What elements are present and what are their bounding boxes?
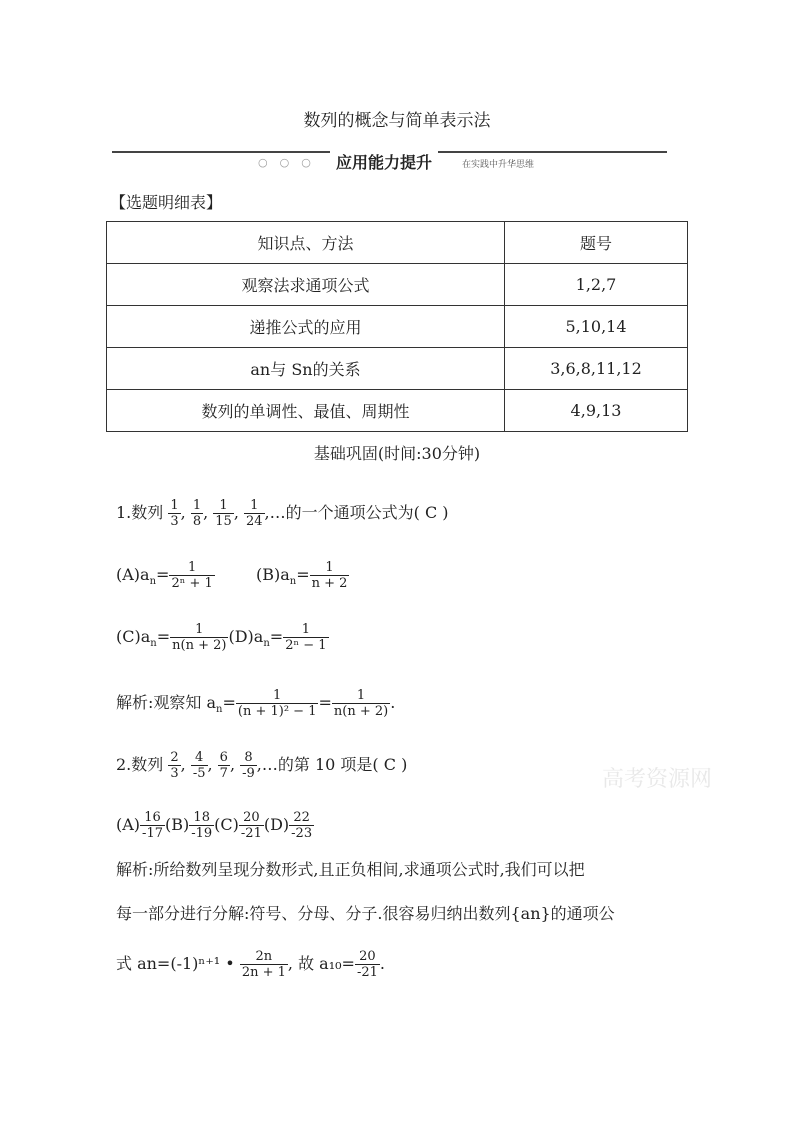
fraction: $\frac{1}{\text{2ⁿ + 1}}$ [171, 560, 213, 591]
table-row [107, 264, 688, 306]
banner-subheading: 在实践中升华思维 [462, 160, 535, 170]
banner-circles: ○○○ [258, 156, 323, 169]
q1-option-a: $(A)a_n=$ $\frac{1}{\text{2ⁿ + 1}}$ [116, 560, 213, 591]
page-title: 数列的概念与简单表示法 [303, 111, 491, 131]
question-1-suffix: ,…的一个通项公式为( C ) [264, 503, 449, 522]
fraction: $\frac{18}{-19}$ [191, 810, 213, 841]
fraction: $\frac{20}{-21}$ [240, 810, 262, 841]
fraction: $\frac{8}{-9}$ [242, 750, 255, 781]
option-label: (D) [228, 627, 254, 646]
selection-table [106, 221, 688, 432]
table-header: 题号 [505, 222, 688, 264]
table-cell: 1,2,7 [505, 264, 688, 306]
question-1: 1.数列 $\frac{1}{3}$ , $\frac{1}{8}$ , $\frac{1}{15}$ , $\frac{1}{24}$ ,…的一个通项公式为( C ) [116, 498, 449, 529]
fraction: $\frac{4}{-5}$ [192, 750, 206, 781]
table-cell: 4,9,13 [505, 390, 688, 432]
fraction: $\frac{16}{-17}$ [142, 810, 163, 841]
table-cell: 3,6,8,11,12 [505, 348, 688, 390]
q1-option-c: $(C)a_n=$ $\frac{1}{n(n + 2)}$ $(D)a_n=$ $\frac{1}{\text{2ⁿ − 1}}$ [116, 622, 327, 653]
fraction: $\frac{1}{n + 2}$ [311, 560, 348, 591]
question-1-prefix: 1.数列 [116, 503, 164, 522]
fraction: $\frac{1}{8}$ [192, 498, 202, 529]
table-header-row [107, 222, 688, 264]
option-label: (C) [116, 627, 141, 646]
fraction: $\frac{2}{3}$ [170, 750, 179, 781]
fraction: $\frac{1}{24}$ [246, 498, 263, 529]
fraction: $\frac{22}{-23}$ [291, 810, 313, 841]
watermark: 高考资源网 [602, 767, 713, 792]
fraction: $\frac{1}{\text{(n + 1)² − 1}}$ [237, 688, 317, 719]
q2-analysis [116, 848, 686, 986]
question-2: 2.数列 $\frac{2}{3}$ , $\frac{4}{-5}$ , $\frac{6}{7}$ , $\frac{8}{-9}$ ,…的第 10 项是( C ) [116, 750, 408, 781]
option-label: (C) [214, 815, 239, 834]
table-caption: 【选题明细表】 [110, 193, 223, 212]
fraction: $\frac{1}{\text{2ⁿ − 1}}$ [285, 622, 327, 653]
banner-heading: 应用能力提升 [330, 150, 438, 173]
table-cell: 观察法求通项公式 [107, 264, 505, 306]
q1-option-b: $(B)a_n=$ $\frac{1}{n + 2}$ [256, 560, 348, 591]
question-2-prefix: 2.数列 [116, 755, 164, 774]
fraction: $\frac{1}{3}$ [170, 498, 179, 529]
q2-options [116, 810, 314, 841]
table-cell: an与 Sn的关系 [107, 348, 505, 390]
option-label: (D) [263, 815, 290, 834]
formula-part: , 故 a₁₀= [287, 954, 355, 973]
fraction: $\frac{20}{-21}$ [356, 949, 378, 980]
analysis-label: 解析:观察知 [116, 693, 207, 712]
analysis-line: 每一部分进行分解:符号、分母、分子.很容易归纳出数列{an}的通项公 [116, 904, 615, 923]
fraction: $\frac{1}{n(n + 2)}$ [172, 622, 227, 653]
table-cell: 5,10,14 [505, 306, 688, 348]
table-header: 知识点、方法 [107, 222, 505, 264]
fraction: $\frac{6}{7}$ [219, 750, 228, 781]
fraction: $\frac{2n}{2n + 1}$ [241, 949, 286, 980]
table-cell: 递推公式的应用 [107, 306, 505, 348]
option-label: (A) [116, 815, 141, 834]
question-2-suffix: ,…的第 10 项是( C ) [256, 755, 408, 774]
fraction: $\frac{1}{15}$ [215, 498, 232, 529]
table-row [107, 306, 688, 348]
option-label: (B) [164, 815, 190, 834]
analysis-line: 式 an=(-1)ⁿ⁺¹ • $\frac{2n}{2n + 1}$ , 故 a₁₀= $\frac{20}{-21}$ . [116, 949, 385, 980]
table-row [107, 390, 688, 432]
table-row [107, 348, 688, 390]
option-label: (B) [256, 565, 281, 584]
fraction: $\frac{1}{n(n + 2)}$ [333, 688, 389, 719]
option-label: (A) [116, 565, 141, 584]
analysis-line: 解析:所给数列呈现分数形式,且正负相间,求通项公式时,我们可以把 [116, 860, 585, 879]
q1-analysis: 解析:观察知 $a_n=$ $\frac{1}{\text{(n + 1)² − 1}}$ = $\frac{1}{n(n + 2)}$ . [116, 688, 396, 719]
section-heading: 基础巩固(时间:30分钟) [313, 444, 481, 463]
formula-part: 式 an=(-1)ⁿ⁺¹ • [116, 954, 235, 973]
table-cell: 数列的单调性、最值、周期性 [107, 390, 505, 432]
